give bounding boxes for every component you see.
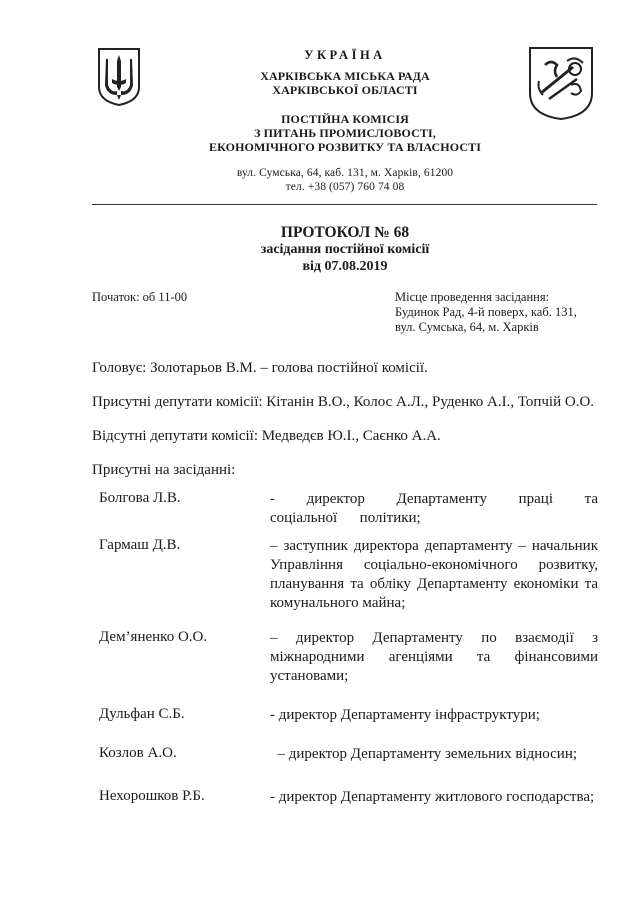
council-heading	[150, 69, 540, 97]
attendee-role: - директор Департаменту праці та соціальної політики;	[270, 491, 598, 526]
attendee-name: Болгова Л.В.	[99, 490, 181, 506]
attendee-name: Нехорошков Р.Б.	[99, 788, 205, 804]
attendee-name: Дем’яненко О.О.	[99, 629, 208, 645]
attendee-role: - директор Департаменту житлового господарства;	[270, 789, 595, 805]
protocol-subtitle: засідання постійної комісії	[260, 242, 430, 257]
attendee-role: – директор Департаменту земельних відносин;	[270, 746, 578, 762]
country-heading: УКРАЇНА	[304, 48, 386, 62]
header-divider	[92, 204, 597, 205]
present-deputies-line: Присутні депутати комісії: Кітанін В.О., Колос А.Л., Руденко А.І., Топчій О.О.	[92, 394, 595, 410]
council-line-2: ХАРКІВСЬКОЇ ОБЛАСТІ	[272, 83, 418, 97]
protocol-subtitle-block	[150, 241, 540, 275]
commission-line-1: ПОСТІЙНА КОМІСІЯ	[281, 112, 409, 126]
meeting-start-time: Початок: об 11-00	[92, 290, 188, 304]
protocol-date: від 07.08.2019	[302, 259, 388, 274]
present-at-meeting-heading: Присутні на засіданні:	[92, 462, 236, 478]
attendee-name: Гармаш Д.В.	[99, 537, 181, 553]
attendee-role: - директор Департаменту інфраструктури;	[270, 707, 540, 723]
protocol-title: ПРОТОКОЛ № 68	[280, 224, 410, 241]
attendee-role: – заступник директора департаменту – начальник Управління соціально-економічного розвитку, планування та обліку Департаменту економіки та комунального майна;	[270, 538, 598, 611]
council-line-1: ХАРКІВСЬКА МІСЬКА РАДА	[260, 69, 430, 83]
commission-line-3: ЕКОНОМІЧНОГО РОЗВИТКУ ТА ВЛАСНОСТІ	[209, 140, 481, 154]
attendee-name: Дульфан С.Б.	[99, 706, 185, 722]
phone-line: тел. +38 (057) 760 74 08	[285, 181, 405, 193]
attendee-name: Козлов А.О.	[99, 745, 177, 761]
meeting-place: Місце проведення засідання: Будинок Рад, 4-й поверх, каб. 131, вул. Сумська, 64, м. Харків	[395, 290, 577, 334]
ukraine-coat-of-arms-icon	[97, 47, 141, 107]
commission-heading	[150, 112, 540, 154]
address-line: вул. Сумська, 64, каб. 131, м. Харків, 61200	[236, 167, 454, 179]
chair-line: Головує: Золотарьов В.М. – голова постійної комісії.	[92, 360, 428, 376]
commission-line-2: З ПИТАНЬ ПРОМИСЛОВОСТІ,	[254, 126, 436, 140]
attendee-role: – директор Департаменту по взаємодії з міжнародними агенціями та фінансовими установами;	[270, 630, 598, 684]
contact-block	[150, 166, 540, 194]
absent-deputies-line: Відсутні депутати комісії: Медведєв Ю.І., Саєнко А.А.	[92, 428, 441, 444]
